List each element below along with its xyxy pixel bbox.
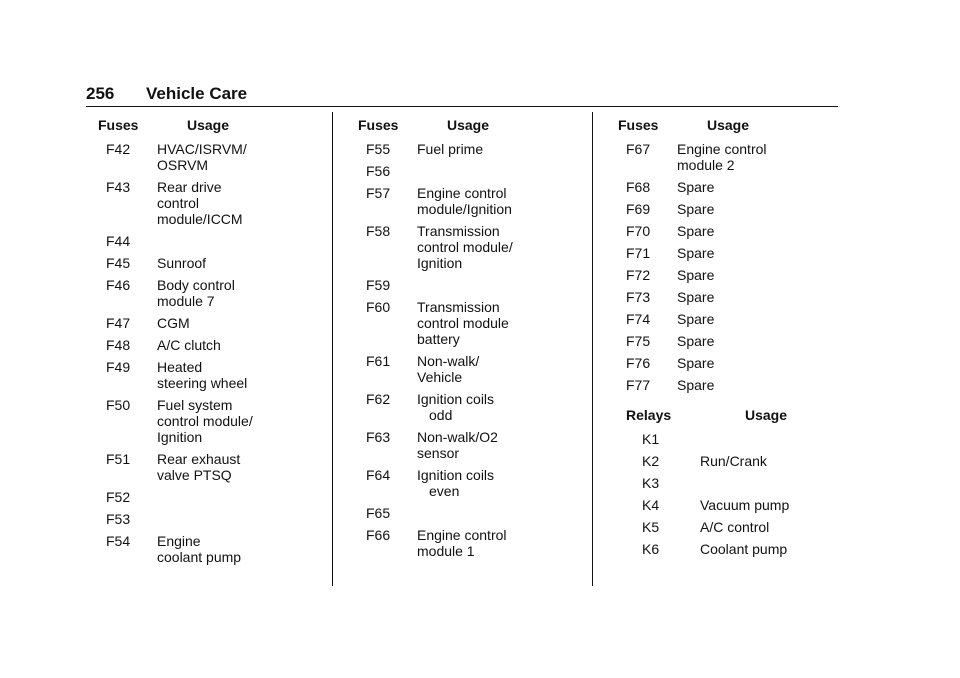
fuse-id: F57 xyxy=(366,185,391,201)
table-row xyxy=(360,141,580,157)
fuse-usage xyxy=(620,267,840,283)
fuse-id: F52 xyxy=(106,489,131,505)
fuse-usage xyxy=(100,315,320,331)
fuse-usage xyxy=(620,245,840,261)
fuse-id: F59 xyxy=(366,277,391,293)
usage-line: Spare xyxy=(677,201,715,217)
fuse-usage xyxy=(620,179,840,195)
table-row xyxy=(100,533,320,565)
fuse-id: F72 xyxy=(626,267,651,283)
usage-line: Ignition xyxy=(157,429,203,445)
fuse-id: F46 xyxy=(106,277,131,293)
usage-line: valve PTSQ xyxy=(157,467,232,483)
fuse-column-3 xyxy=(620,117,840,563)
fuse-usage xyxy=(620,289,840,305)
table-row xyxy=(360,277,580,293)
usage-line: steering wheel xyxy=(157,375,248,391)
table-header xyxy=(360,117,580,135)
table-row xyxy=(100,337,320,353)
fuse-usage xyxy=(100,451,320,483)
fuse-id: F62 xyxy=(366,391,391,407)
fuse-usage xyxy=(360,185,580,217)
fuse-usage xyxy=(360,391,580,423)
fuse-id: F50 xyxy=(106,397,131,413)
table-row xyxy=(360,527,580,559)
usage-line: Engine xyxy=(157,533,201,549)
table-row xyxy=(100,141,320,173)
relay-usage: A/C control xyxy=(700,519,770,535)
table-row xyxy=(360,391,580,423)
header-usage: Usage xyxy=(745,407,788,423)
header-usage: Usage xyxy=(447,117,490,133)
usage-line: Rear exhaust xyxy=(157,451,241,467)
table-row xyxy=(620,141,840,173)
usage-line: Fuel system xyxy=(157,397,233,413)
fuse-usage xyxy=(100,397,320,445)
table-row xyxy=(360,223,580,271)
relay-table-header xyxy=(620,407,840,425)
table-row xyxy=(100,255,320,271)
fuse-usage xyxy=(100,255,320,271)
usage-line: module/ICCM xyxy=(157,211,243,227)
usage-line: Vehicle xyxy=(417,369,463,385)
usage-line: Heated xyxy=(157,359,203,375)
fuse-usage xyxy=(620,333,840,349)
table-row xyxy=(360,163,580,179)
usage-line: Spare xyxy=(677,245,715,261)
header-usage: Usage xyxy=(707,117,750,133)
fuse-usage xyxy=(100,277,320,309)
fuse-usage xyxy=(360,467,580,499)
table-row xyxy=(620,267,840,283)
usage-line: CGM xyxy=(157,315,190,331)
table-row xyxy=(620,355,840,371)
usage-line: Transmission xyxy=(417,299,500,315)
relay-id: K2 xyxy=(642,453,660,469)
usage-line: sensor xyxy=(417,445,460,461)
fuse-id: F75 xyxy=(626,333,651,349)
relay-usage: Vacuum pump xyxy=(700,497,790,513)
table-row xyxy=(100,359,320,391)
usage-line: module 2 xyxy=(677,157,735,173)
column-divider-1 xyxy=(332,112,333,586)
table-header xyxy=(620,117,840,135)
fuse-id: F43 xyxy=(106,179,131,195)
fuse-id: F48 xyxy=(106,337,131,353)
fuse-usage xyxy=(620,223,840,239)
usage-line: Spare xyxy=(677,355,715,371)
fuse-id: F42 xyxy=(106,141,131,157)
usage-line: A/C clutch xyxy=(157,337,221,353)
table-row xyxy=(100,179,320,227)
column-divider-2 xyxy=(592,112,593,586)
fuse-usage xyxy=(620,141,840,173)
usage-line: Spare xyxy=(677,223,715,239)
fuse-usage xyxy=(360,299,580,347)
usage-line: Spare xyxy=(677,267,715,283)
fuse-usage xyxy=(620,355,840,371)
fuse-usage xyxy=(100,511,320,527)
table-row xyxy=(100,489,320,505)
fuse-id: F77 xyxy=(626,377,651,393)
table-row xyxy=(620,201,840,217)
table-row xyxy=(620,179,840,195)
usage-line: Sunroof xyxy=(157,255,207,271)
table-row xyxy=(620,289,840,305)
table-row xyxy=(360,467,580,499)
fuse-usage xyxy=(100,533,320,565)
relay-id: K6 xyxy=(642,541,660,557)
fuse-id: F58 xyxy=(366,223,391,239)
table-header xyxy=(100,117,320,135)
fuse-id: F60 xyxy=(366,299,391,315)
table-row xyxy=(360,429,580,461)
usage-line: Engine control xyxy=(417,527,507,543)
relay-id: K3 xyxy=(642,475,660,491)
fuse-id: F51 xyxy=(106,451,131,467)
table-row xyxy=(360,299,580,347)
usage-line: Body control xyxy=(157,277,235,293)
fuse-id: F74 xyxy=(626,311,651,327)
relay-row xyxy=(620,497,840,513)
fuse-id: F53 xyxy=(106,511,131,527)
usage-line: coolant pump xyxy=(157,549,242,565)
header-fuses: Fuses xyxy=(358,117,399,133)
fuse-id: F55 xyxy=(366,141,391,157)
fuse-usage xyxy=(360,429,580,461)
fuse-id: F76 xyxy=(626,355,651,371)
fuse-usage xyxy=(620,311,840,327)
fuse-id: F47 xyxy=(106,315,131,331)
fuse-usage xyxy=(100,489,320,505)
relay-row xyxy=(620,519,840,535)
table-row xyxy=(100,511,320,527)
empty-usage xyxy=(157,489,320,505)
usage-line: Engine control xyxy=(417,185,507,201)
fuse-id: F70 xyxy=(626,223,651,239)
usage-line: even xyxy=(429,483,460,499)
empty-usage xyxy=(417,277,580,293)
table-row xyxy=(620,311,840,327)
usage-line: Spare xyxy=(677,333,715,349)
fuse-usage xyxy=(100,141,320,173)
table-row xyxy=(620,223,840,239)
table-row xyxy=(620,377,840,393)
fuse-id: F68 xyxy=(626,179,651,195)
usage-line: odd xyxy=(429,407,453,423)
table-row xyxy=(620,245,840,261)
usage-line: control module/ xyxy=(157,413,253,429)
fuse-id: F45 xyxy=(106,255,131,271)
relay-usage: Run/Crank xyxy=(700,453,767,469)
fuse-id: F64 xyxy=(366,467,391,483)
relay-row xyxy=(620,431,840,447)
fuse-usage xyxy=(100,359,320,391)
fuse-id: F49 xyxy=(106,359,131,375)
header-usage: Usage xyxy=(187,117,230,133)
fuse-id: F56 xyxy=(366,163,391,179)
usage-line: Spare xyxy=(677,377,715,393)
fuse-id: F71 xyxy=(626,245,651,261)
fuse-usage xyxy=(360,163,580,179)
usage-line: control module/ xyxy=(417,239,513,255)
relay-id: K1 xyxy=(642,431,660,447)
usage-line: Transmission xyxy=(417,223,500,239)
relay-row xyxy=(620,541,840,557)
fuse-id: F67 xyxy=(626,141,651,157)
table-row xyxy=(100,233,320,249)
table-row xyxy=(100,451,320,483)
usage-line: Ignition coils xyxy=(417,391,495,407)
fuse-usage xyxy=(620,201,840,217)
section-title: Vehicle Care xyxy=(146,84,248,103)
fuse-id: F44 xyxy=(106,233,131,249)
fuse-column-2 xyxy=(360,117,580,565)
fuse-usage xyxy=(360,223,580,271)
usage-line: Fuel prime xyxy=(417,141,484,157)
usage-line: Spare xyxy=(677,311,715,327)
usage-line: Non-walk/O2 xyxy=(417,429,498,445)
usage-line: Engine control xyxy=(677,141,767,157)
usage-line: module/Ignition xyxy=(417,201,512,217)
empty-usage xyxy=(157,233,320,249)
fuse-usage xyxy=(360,505,580,521)
usage-line: Spare xyxy=(677,179,715,195)
fuse-id: F73 xyxy=(626,289,651,305)
usage-line: module 7 xyxy=(157,293,215,309)
usage-line: battery xyxy=(417,331,460,347)
fuse-id: F54 xyxy=(106,533,131,549)
usage-line: control module xyxy=(417,315,509,331)
empty-usage xyxy=(417,505,580,521)
fuse-usage xyxy=(100,179,320,227)
fuse-usage xyxy=(620,377,840,393)
fuse-id: F61 xyxy=(366,353,391,369)
usage-line: Spare xyxy=(677,289,715,305)
empty-usage xyxy=(157,511,320,527)
relay-row xyxy=(620,475,840,491)
section-spacer xyxy=(620,399,840,407)
usage-line: Rear drive xyxy=(157,179,222,195)
usage-line: module 1 xyxy=(417,543,475,559)
table-row xyxy=(100,397,320,445)
fuse-id: F65 xyxy=(366,505,391,521)
page-number: 256 xyxy=(86,84,115,103)
usage-line: Ignition coils xyxy=(417,467,495,483)
fuse-usage xyxy=(360,527,580,559)
empty-usage xyxy=(417,163,580,179)
table-row xyxy=(360,505,580,521)
header-fuses: Fuses xyxy=(98,117,139,133)
relay-id: K4 xyxy=(642,497,660,513)
table-row xyxy=(620,333,840,349)
relay-usage: Coolant pump xyxy=(700,541,788,557)
fuse-usage xyxy=(360,277,580,293)
fuse-usage xyxy=(360,353,580,385)
header-fuses: Fuses xyxy=(618,117,659,133)
usage-line: control xyxy=(157,195,200,211)
fuse-id: F66 xyxy=(366,527,391,543)
fuse-usage xyxy=(100,233,320,249)
table-row xyxy=(360,353,580,385)
usage-line: Non-walk/ xyxy=(417,353,480,369)
fuse-id: F63 xyxy=(366,429,391,445)
fuse-usage xyxy=(100,337,320,353)
usage-line: HVAC/ISRVM/ xyxy=(157,141,247,157)
page-header xyxy=(86,84,838,107)
table-row xyxy=(360,185,580,217)
relay-id: K5 xyxy=(642,519,660,535)
fuse-id: F69 xyxy=(626,201,651,217)
table-row xyxy=(100,277,320,309)
usage-line: OSRVM xyxy=(157,157,209,173)
relay-row xyxy=(620,453,840,469)
header-relays: Relays xyxy=(626,407,672,423)
table-row xyxy=(100,315,320,331)
fuse-column-1 xyxy=(100,117,320,571)
usage-line: Ignition xyxy=(417,255,463,271)
fuse-usage xyxy=(360,141,580,157)
